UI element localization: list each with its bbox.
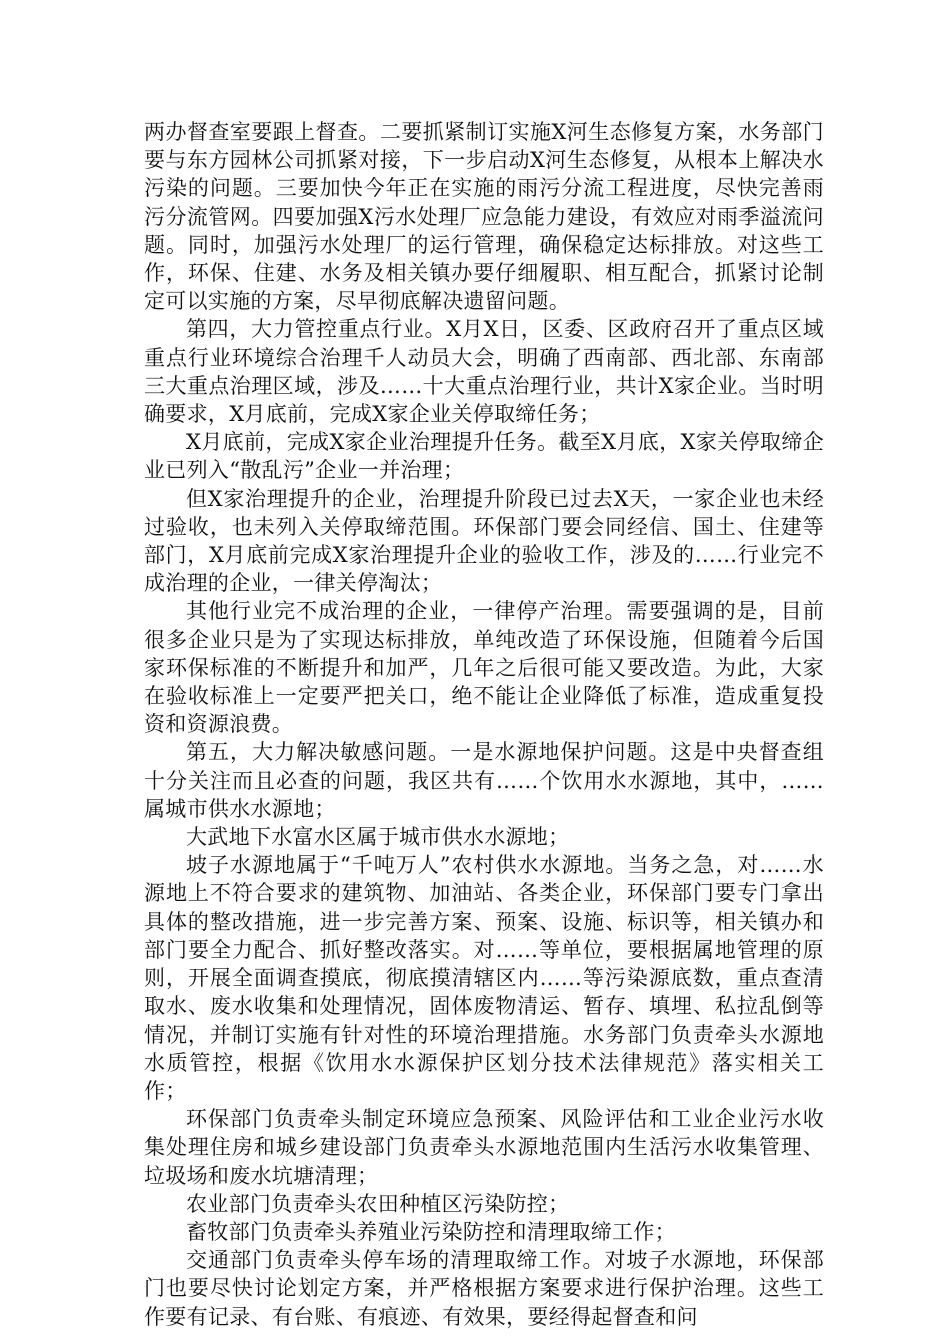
paragraph: 畜牧部门负责牵头养殖业污染防控和清理取缔工作；: [186, 1219, 676, 1244]
paragraph: 农业部门负责牵头农田种植区污染防控；: [186, 1191, 570, 1216]
paragraph: 两办督查室要跟上督查。二要抓紧制订实施X河生态修复方案，水务部门要与东方园林公司抓紧对接，下一步启动X河生态修复，从根本上解决水污染的问题。三要加快今年正在实施的雨污分流工程进度，尽快完善雨污分流管网。四要加强X污水处理厂应急能力建设，有效应对雨季溢流问题。同时，加强污水处理厂的运行管理，确保稳定达标排放。对这些工作，环保、住建、水务及相关镇办要仔细履职、相互配合，抓紧讨论制定可以实施的方案，尽早彻底解决遗留问题。: [144, 120, 824, 314]
paragraph: X月底前，完成X家企业治理提升任务。截至X月底，X家关停取缔企业已列入“散乱污”企业一并治理；: [144, 430, 824, 483]
paragraph: 第四，大力管控重点行业。X月X日，区委、区政府召开了重点区域重点行业环境综合治理千人动员大会，明确了西南部、西北部、东南部三大重点治理区域，涉及……十大重点治理行业，共计X家企业。当时明确要求，X月底前，完成X家企业关停取缔任务；: [144, 317, 824, 427]
paragraph: 交通部门负责牵头停车场的清理取缔工作。对坡子水源地，环保部门也要尽快讨论划定方案，并严格根据方案要求进行保护治理。这些工作要有记录、有台账、有痕迹、有效果，要经得起督查和问: [144, 1248, 824, 1329]
paragraph: 大武地下水富水区属于城市供水水源地；: [186, 825, 570, 850]
paragraph: 坡子水源地属于“千吨万人”农村供水水源地。当务之急，对……水源地上不符合要求的建筑物、加油站、各类企业，环保部门要专门拿出具体的整改措施，进一步完善方案、预案、设施、标识等，相关镇办和部门要全力配合、抓好整改落实。对……等单位，要根据属地管理的原则，开展全面调查摸底，彻底摸清辖区内……等污染源底数，重点查清取水、废水收集和处理情况，固体废物清运、暂存、填埋、私拉乱倒等情况，并制订实施有针对性的环境治理措施。水务部门负责牵头水源地水质管控，根据《饮用水水源保护区划分技术法律规范》落实相关工作；: [144, 853, 824, 1103]
paragraph: 第五，大力解决敏感问题。一是水源地保护问题。这是中央督查组十分关注而且必查的问题，我区共有……个饮用水水源地，其中，……属城市供水水源地；: [144, 740, 824, 821]
document-body: [144, 118, 824, 1331]
paragraph: 其他行业完不成治理的企业，一律停产治理。需要强调的是，目前很多企业只是为了实现达标排放，单纯改造了环保设施，但随着今后国家环保标准的不断提升和加严，几年之后很可能又要改造。为此，大家在验收标准上一定要严把关口，绝不能让企业降低了标准，造成重复投资和资源浪费。: [144, 599, 824, 737]
paragraph: 环保部门负责牵头制定环境应急预案、风险评估和工业企业污水收集处理住房和城乡建设部门负责牵头水源地范围内生活污水收集管理、垃圾场和废水坑塘清理；: [144, 1107, 824, 1188]
paragraph: 但X家治理提升的企业，治理提升阶段已过去X天，一家企业也未经过验收，也未列入关停取缔范围。环保部门要会同经信、国土、住建等部门，X月底前完成X家治理提升企业的验收工作，涉及的……行业完不成治理的企业，一律关停淘汰；: [144, 486, 824, 596]
